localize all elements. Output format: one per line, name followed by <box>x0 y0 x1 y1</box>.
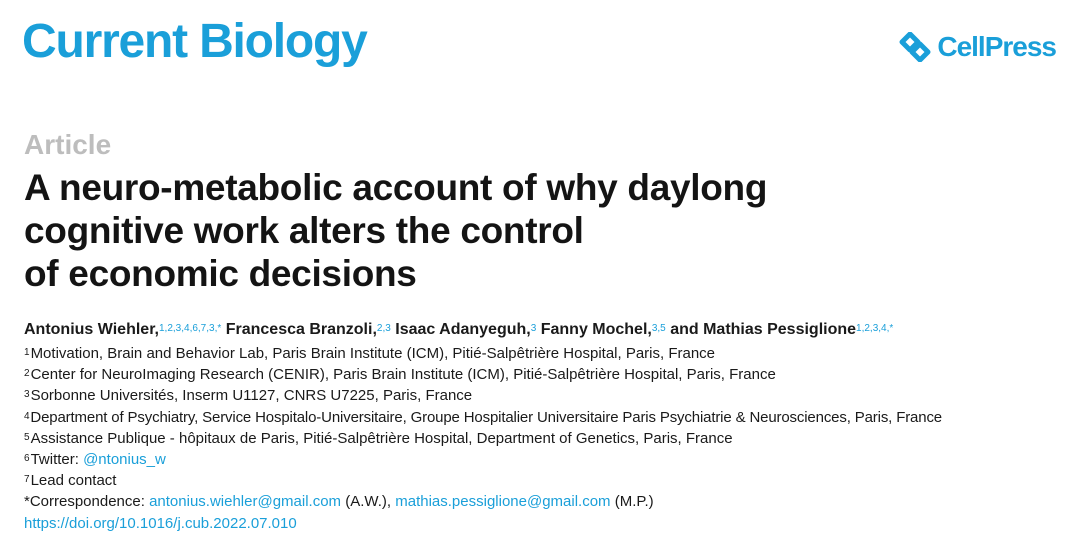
title-line: A neuro-metabolic account of why daylong <box>24 167 768 208</box>
author-name: Fanny Mochel, <box>540 321 652 338</box>
author-affiliation-marks[interactable]: 3,5 <box>651 323 666 334</box>
affiliation-item: $^2$Center for NeuroImaging Research (CENIR), Paris Brain Institute (ICM), Pitié-Salpêtrière Hospital, Paris, France <box>24 366 776 384</box>
author-affiliation-marks[interactable]: 1,2,3,4,* <box>856 323 894 334</box>
twitter-handle-link[interactable]: @ntonius_w <box>83 451 166 469</box>
author-affiliation-marks[interactable]: 1,2,3,4,6,7,3,* <box>158 323 222 334</box>
title-line: cognitive work alters the control <box>24 210 584 251</box>
affiliation-item: $^4$Department of Psychiatry, Service Hospitalo-Universitaire, Groupe Hospitalier Universitaire Paris Psychiatrie & Neurosciences, Paris, France <box>24 408 942 426</box>
publisher-logo[interactable] <box>899 30 1056 64</box>
email-link-wiehler[interactable]: antonius.wiehler@gmail.com <box>149 493 342 511</box>
author-name: Isaac Adanyeguh, <box>395 321 531 338</box>
cellpress-logo-icon <box>899 32 931 62</box>
affiliation-item: $^5$Assistance Publique - hôpitaux de Paris, Pitié-Salpêtrière Hospital, Department of Genetics, Paris, France <box>24 429 733 447</box>
affiliation-list <box>24 343 942 534</box>
article-title <box>24 166 1024 295</box>
article-type-label: Article <box>24 129 112 160</box>
author-name: and Mathias Pessiglione <box>670 321 857 338</box>
publisher-name: CellPress <box>937 31 1056 62</box>
author-affiliation-marks[interactable]: 2,3 <box>376 323 391 334</box>
author-affiliation-marks[interactable]: 3 <box>530 323 537 334</box>
correspondence-note: *Correspondence: antonius.wiehler@gmail.com (A.W.), mathias.pessiglione@gmail.com (M.P.) <box>24 493 654 511</box>
affiliation-item: $^3$Sorbonne Universités, Inserm U1127, CNRS U7225, Paris, France <box>24 387 473 405</box>
title-line: of economic decisions <box>24 253 417 294</box>
doi-link[interactable]: https://doi.org/10.1016/j.cub.2022.07.010 <box>24 514 297 532</box>
journal-title: Current Biology <box>22 15 367 68</box>
twitter-note: $^6$Twitter: @ntonius_w <box>24 451 166 469</box>
lead-contact-note: $^7$Lead contact <box>24 472 117 490</box>
affiliation-item: $^1$Motivation, Brain and Behavior Lab, Paris Brain Institute (ICM), Pitié-Salpêtrière Hospital, Paris, France <box>24 345 716 362</box>
author-list <box>24 320 893 340</box>
doi-line <box>24 513 942 534</box>
author-name: Francesca Branzoli, <box>225 321 377 338</box>
email-link-pessiglione[interactable]: mathias.pessiglione@gmail.com <box>395 493 611 511</box>
author-name: Antonius Wiehler, <box>24 321 159 338</box>
